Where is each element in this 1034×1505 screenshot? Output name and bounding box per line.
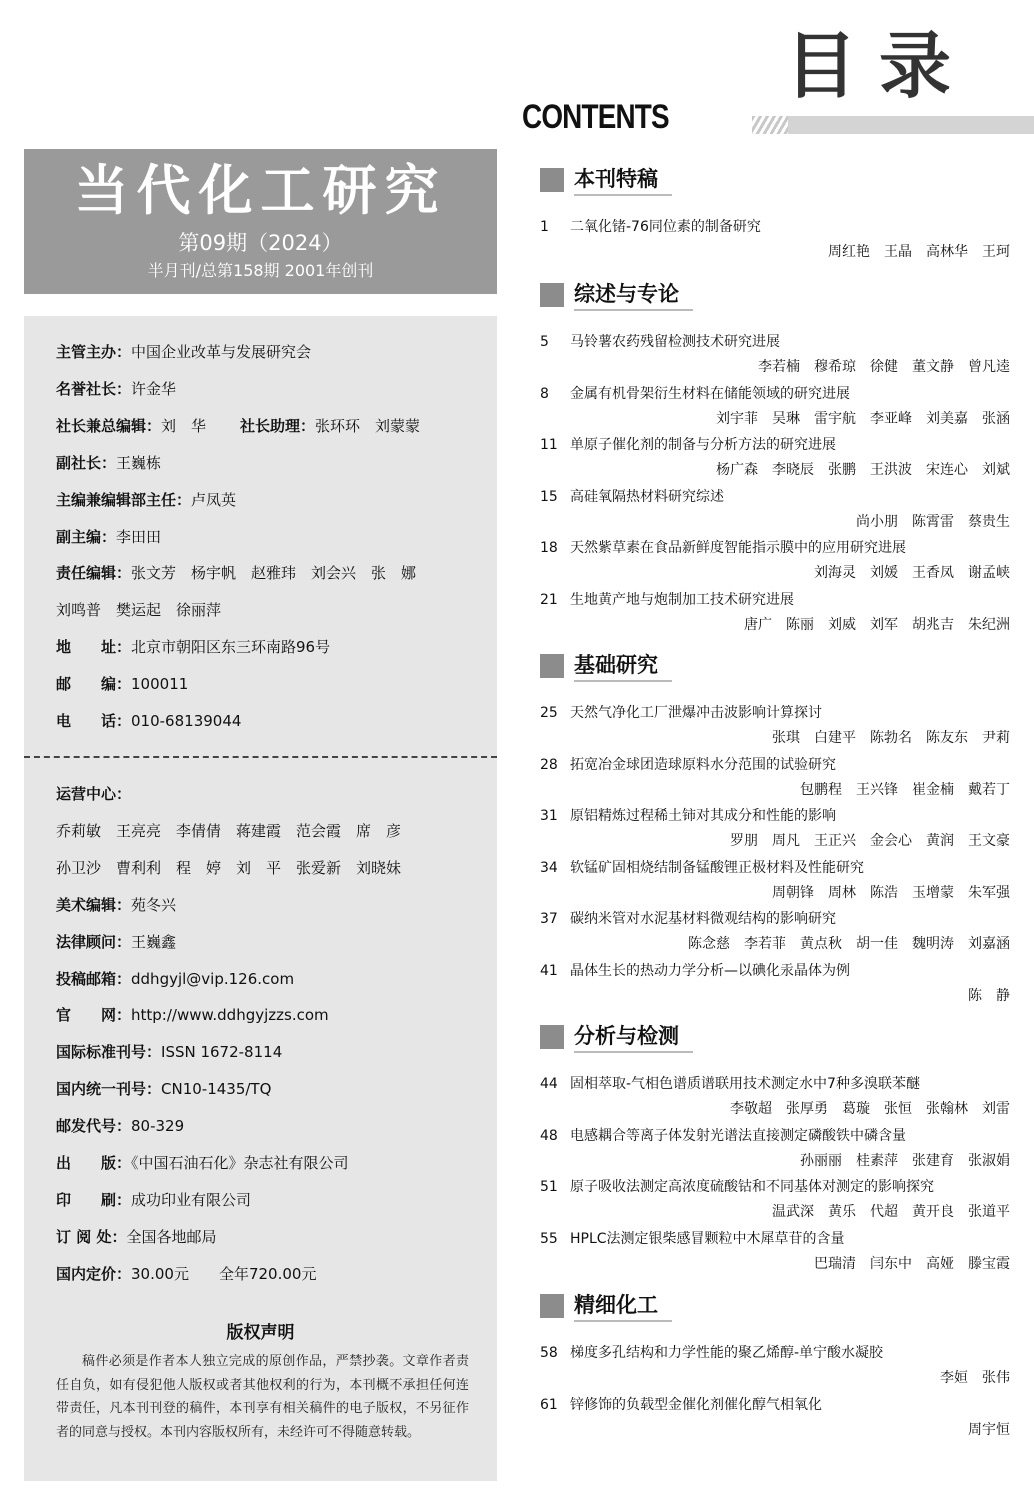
operations-line	[56, 1079, 271, 1099]
article-title-row	[540, 436, 836, 454]
info-line	[56, 527, 161, 547]
section-name: 综述与专论	[574, 279, 693, 311]
article-authors: 李姮 张伟	[940, 1370, 1010, 1386]
article-title-row	[540, 704, 822, 722]
decorative-stripe-bar	[752, 116, 1034, 134]
article-authors: 周红艳 王晶 高林华 王珂	[828, 244, 1010, 260]
operations-line	[56, 858, 401, 878]
info-line	[56, 453, 161, 473]
article-page-number: 31	[540, 808, 558, 824]
article-authors: 尚小朋 陈霄雷 蔡贵生	[856, 513, 1010, 530]
article-title-row	[540, 859, 864, 877]
article-page-number: 5	[540, 334, 549, 350]
info-label: 主管主办：	[56, 343, 132, 361]
article-title: 天然紫草素在食品新鲜度智能指示膜中的应用研究进展	[570, 540, 906, 556]
operations-line	[56, 1190, 251, 1210]
info-label: 副主编：	[56, 527, 117, 546]
article-title: 碳纳米管对水泥基材料微观结构的影响研究	[570, 911, 836, 927]
article-page-number: 44	[540, 1076, 558, 1092]
page-title: 目录	[785, 24, 974, 108]
info-label: 地 址：	[56, 638, 132, 657]
info-label: 电 话：	[56, 712, 132, 730]
section-marker-icon	[540, 168, 564, 192]
article-page-number: 15	[540, 488, 558, 505]
section-name: 精细化工	[574, 1290, 672, 1322]
operations-line	[56, 1227, 216, 1247]
info-line	[56, 379, 176, 399]
article-title: 软锰矿固相烧结制备锰酸锂正极材料及性能研究	[570, 859, 864, 876]
article-title: 梯度多孔结构和力学性能的聚乙烯醇-单宁酸水凝胶	[570, 1345, 884, 1361]
article-title: 二氧化锗-76同位素的制备研究	[570, 219, 761, 235]
article-title-row	[540, 385, 850, 403]
article-title: 马铃薯农药残留检测技术研究进展	[570, 334, 780, 350]
article-title: 单原子催化剂的制备与分析方法的研究进展	[570, 437, 836, 453]
operations-label: 邮发代号：	[56, 1117, 132, 1136]
operations-value: 成功印业有限公司	[131, 1190, 252, 1209]
operations-label: 国际标准刊号：	[56, 1043, 162, 1062]
operations-value: ddhgyjl@vip.126.com	[131, 969, 295, 988]
operations-line	[56, 1264, 316, 1284]
info-value: 王巍栋	[116, 453, 162, 472]
article-title: 原铝精炼过程稀土铈对其成分和性能的影响	[570, 808, 836, 824]
operations-line	[56, 821, 401, 841]
info-value: 北京市朝阳区东三环南路96号	[131, 638, 331, 657]
article-title-row	[540, 218, 761, 236]
section-name: 分析与检测	[574, 1021, 693, 1053]
operations-label: 官 网：	[56, 1006, 132, 1025]
section-name: 基础研究	[574, 650, 672, 682]
contents-heading: CONTENTS	[522, 98, 669, 136]
article-page-number: 34	[540, 859, 558, 876]
info-value: 刘鸣普 樊运起 徐丽萍	[56, 601, 222, 620]
info-line	[56, 711, 241, 731]
operations-label: 美术编辑：	[56, 895, 132, 914]
article-page-number: 25	[540, 705, 558, 721]
info-divider	[24, 756, 497, 758]
operations-value: ISSN 1672-8114	[161, 1043, 283, 1062]
article-authors: 孙丽丽 桂素萍 张建育 张淑娟	[800, 1152, 1010, 1169]
section-heading	[540, 165, 672, 195]
article-page-number: 1	[540, 219, 549, 235]
article-authors: 周朝锋 周林 陈浩 玉增蒙 朱军强	[772, 884, 1010, 901]
section-marker-icon	[540, 1025, 564, 1049]
operations-value: 《中国石油石化》杂志社有限公司	[131, 1154, 349, 1172]
article-authors: 巴瑞清 闫东中 高娅 滕宝霞	[814, 1255, 1010, 1272]
article-title-row	[540, 591, 794, 609]
operations-line	[56, 895, 176, 915]
article-title: 天然气净化工厂泄爆冲击波影响计算探讨	[570, 705, 822, 721]
operations-value: 苑冬兴	[131, 895, 177, 914]
article-page-number: 55	[540, 1230, 558, 1247]
article-title-row	[540, 910, 836, 928]
operations-value: 乔莉敏 王亮亮 李倩倩 蒋建霞 范会霞 席 彦	[56, 821, 402, 840]
info-line	[56, 416, 420, 436]
operations-line	[56, 932, 176, 952]
info-value: 李田田	[116, 527, 162, 546]
article-authors: 唐广 陈丽 刘威 刘军 胡兆吉 朱纪洲	[744, 616, 1010, 633]
operations-line	[56, 1042, 282, 1062]
article-authors: 罗朋 周凡 王正兴 金会心 黄润 王文豪	[730, 833, 1010, 849]
operations-line	[56, 1153, 349, 1173]
article-authors: 杨广森 李晓辰 张鹏 王洪波 宋连心 刘斌	[716, 462, 1010, 478]
article-title-row	[540, 333, 780, 351]
operations-value: 80-329	[131, 1117, 185, 1136]
info-label: 社长助理：	[240, 416, 316, 435]
article-title-row	[540, 539, 906, 557]
article-title-row	[540, 962, 850, 980]
article-title: 原子吸收法测定高浓度硫酸钴和不同基体对测定的影响探究	[570, 1179, 934, 1195]
info-value: 中国企业改革与发展研究会	[131, 343, 312, 361]
operations-label: 订 阅 处：	[56, 1227, 127, 1246]
info-value: 许金华	[131, 379, 177, 398]
operations-label: 运营中心：	[56, 785, 132, 803]
info-value: 张环环 刘蒙蒙	[315, 416, 421, 435]
article-page-number: 58	[540, 1345, 558, 1361]
article-authors: 包鹏程 王兴锋 崔金楠 戴若丁	[800, 781, 1010, 798]
article-title-row	[540, 1075, 920, 1093]
info-line	[56, 342, 311, 362]
operations-label: 印 刷：	[56, 1190, 132, 1209]
article-title-row	[540, 488, 724, 506]
article-authors: 李敬超 张厚勇 葛璇 张恒 张翰林 刘雷	[730, 1101, 1010, 1117]
article-authors: 张琪 白建平 陈勃名 陈友东 尹莉	[772, 730, 1010, 746]
article-title: 锌修饰的负载型金催化剂催化醇气相氧化	[570, 1396, 822, 1413]
article-title: 金属有机骨架衍生材料在储能领域的研究进展	[570, 385, 850, 402]
article-authors: 李若楠 穆希琼 徐健 董文静 曾凡逵	[758, 359, 1010, 375]
article-authors: 陈念慈 李若菲 黄点秋 胡一佳 魏明涛 刘嘉涵	[688, 936, 1010, 952]
operations-value: 全国各地邮局	[126, 1227, 217, 1246]
article-title-row	[540, 1230, 845, 1248]
section-marker-icon	[540, 283, 564, 307]
operations-label: 国内定价：	[56, 1264, 132, 1283]
info-label: 责任编辑：	[56, 564, 132, 583]
journal-issue: 第09期（2024）	[178, 231, 343, 255]
info-label: 邮 编：	[56, 675, 132, 694]
operations-label: 法律顾问：	[56, 932, 132, 951]
info-value: 刘 华	[161, 416, 207, 435]
info-value: 卢凤英	[191, 490, 237, 509]
operations-line	[56, 784, 131, 804]
info-label: 社长兼总编辑：	[56, 416, 162, 435]
info-value: 张文芳 杨宇帆 赵雅玮 刘会兴 张 娜	[131, 564, 417, 583]
section-heading	[540, 1291, 672, 1321]
info-line	[56, 637, 330, 657]
article-title-row	[540, 756, 836, 774]
article-title: 生地黄产地与炮制加工技术研究进展	[570, 591, 794, 608]
article-title-row	[540, 1396, 822, 1414]
article-authors: 周宇恒	[968, 1421, 1010, 1438]
article-authors: 陈 静	[968, 987, 1010, 1004]
info-line	[56, 563, 416, 583]
article-page-number: 8	[540, 385, 549, 402]
article-page-number: 37	[540, 911, 558, 927]
article-authors: 刘海灵 刘媛 王香凤 谢孟峡	[814, 565, 1010, 581]
article-title-row	[540, 1178, 934, 1196]
info-value: 100011	[131, 675, 189, 694]
article-page-number: 18	[540, 540, 558, 556]
journal-name: 当代化工研究	[74, 158, 447, 222]
info-line	[56, 674, 188, 694]
journal-masthead	[24, 149, 497, 294]
section-heading	[540, 280, 693, 310]
article-authors: 温武深 黄乐 代超 黄开良 张道平	[772, 1204, 1010, 1220]
operations-value: CN10-1435/TQ	[161, 1080, 272, 1099]
operations-line	[56, 969, 294, 989]
operations-label: 出 版：	[56, 1154, 132, 1172]
copyright-title: 版权声明	[226, 1323, 295, 1343]
section-marker-icon	[540, 654, 564, 678]
operations-value: 30.00元 全年720.00元	[131, 1264, 317, 1283]
operations-label: 国内统一刊号：	[56, 1080, 162, 1099]
section-heading	[540, 651, 672, 681]
operations-line	[56, 1005, 329, 1025]
info-line	[56, 600, 221, 620]
article-title-row	[540, 1344, 883, 1362]
article-title-row	[540, 807, 836, 825]
article-title: HPLC法测定银柴感冒颗粒中木犀草苷的含量	[570, 1230, 845, 1247]
article-title: 电感耦合等离子体发射光谱法直接测定磷酸铁中磷含量	[570, 1127, 906, 1144]
operations-value: http://www.ddhgyjzzs.com	[131, 1006, 329, 1025]
article-page-number: 48	[540, 1127, 558, 1144]
article-page-number: 21	[540, 591, 558, 608]
article-authors: 刘宇菲 吴琳 雷宇航 李亚峰 刘美嘉 张涵	[716, 410, 1010, 427]
operations-line	[56, 1116, 184, 1136]
article-page-number: 28	[540, 756, 558, 773]
copyright-text: 稿件必须是作者本人独立完成的原创作品，严禁抄袭。文章作者责任自负，如有侵犯他人版权或者其他权利的行为，本刊概不承担任何连带责任，凡本刊刊登的稿件，本刊享有相关稿件的电子版权，不另征作者的同意与授权。本刊内容版权所有，未经许可不得随意转载。	[56, 1354, 469, 1440]
article-title: 高硅氧隔热材料研究综述	[570, 488, 724, 505]
article-title: 晶体生长的热动力学分析—以碘化汞晶体为例	[570, 962, 850, 979]
section-name: 本刊特稿	[574, 164, 672, 196]
info-value: 010-68139044	[131, 712, 242, 730]
section-marker-icon	[540, 1294, 564, 1318]
info-line	[56, 490, 236, 510]
article-title: 拓宽冶金球团造球原料水分范围的试验研究	[570, 756, 836, 773]
operations-label: 投稿邮箱：	[56, 969, 132, 988]
article-page-number: 61	[540, 1396, 558, 1413]
article-page-number: 11	[540, 437, 558, 453]
section-heading	[540, 1022, 693, 1052]
journal-frequency: 半月刊/总第158期 2001年创刊	[147, 261, 374, 280]
info-label: 副社长：	[56, 453, 117, 472]
info-label: 主编兼编辑部主任：	[56, 490, 192, 509]
article-page-number: 51	[540, 1179, 558, 1195]
article-page-number: 41	[540, 962, 558, 979]
operations-value: 王巍鑫	[131, 932, 177, 951]
article-title-row	[540, 1127, 906, 1145]
operations-value: 孙卫沙 曹利利 程 婷 刘 平 张爱新 刘晓妹	[56, 858, 402, 877]
info-label: 名誉社长：	[56, 379, 132, 398]
article-title: 固相萃取-气相色谱质谱联用技术测定水中7种多溴联苯醚	[570, 1076, 920, 1092]
